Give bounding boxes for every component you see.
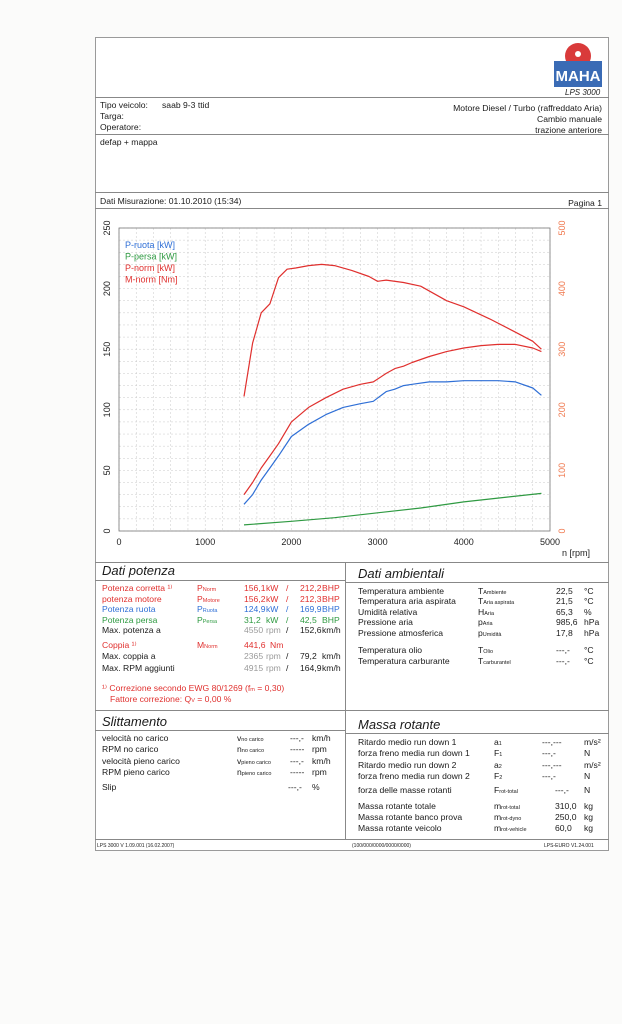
coppia-unit: Nm — [270, 640, 284, 650]
ambientali-row-symbol: Tcarburantel — [478, 655, 511, 666]
legend-entry: P-persa [kW] — [125, 251, 178, 262]
slittamento-row-symbol: nno carico — [237, 744, 265, 755]
y-right-tick-label: 100 — [557, 462, 567, 478]
potenza-row-symbol: PRuota — [197, 604, 218, 615]
coppia-symbol: MNorm — [197, 640, 218, 650]
chart-series — [244, 264, 541, 525]
ambientali-row-label: Temperatura aria aspirata — [358, 596, 456, 607]
svg-text:MAHA: MAHA — [555, 68, 601, 85]
massa-total-row-unit: kg — [584, 801, 594, 811]
ambientali-row-unit: °C — [584, 645, 594, 655]
ambientali-row-symbol: TAria aspirata — [478, 596, 515, 607]
chart-legend — [125, 240, 178, 285]
note-text: defap + mappa — [100, 137, 158, 147]
coppia-label: Coppia ¹⁾ — [102, 640, 137, 650]
potenza-title: Dati potenza — [102, 563, 175, 578]
maxrpm-sep: / — [286, 663, 289, 673]
slittamento-row-symbol: npieno carico — [237, 767, 272, 778]
massa-row-unit: m/s² — [584, 759, 601, 770]
massa-row-symbol: a1 — [494, 737, 502, 747]
x-tick-label: 4000 — [453, 537, 474, 547]
slittamento-row-label: velocità pieno carico — [102, 755, 180, 766]
massa-total-row-symbol: mrot-vehicle — [494, 823, 527, 833]
potenza-row-sep: / — [286, 625, 289, 636]
potenza-row-value: 31,2 — [244, 614, 261, 625]
ambientali-row-label: Pressione aria — [358, 617, 413, 628]
ambientali-row-value: 65,3 — [556, 606, 573, 617]
maxcoppia-speed: 79,2 — [300, 651, 317, 661]
correction-line1: ¹⁾ Correzione secondo EWG 80/1269 (fm = 0,30) — [102, 683, 285, 693]
y-left-tick-label: 150 — [102, 341, 112, 357]
potenza-divider — [95, 580, 345, 581]
potenza-row-unit2: BHP — [322, 593, 340, 604]
y-left-tick-label: 200 — [102, 281, 112, 297]
legend-entry: P-ruota [kW] — [125, 240, 176, 250]
series-line-1 — [244, 493, 541, 525]
x-tick-label: 5000 — [539, 537, 561, 547]
measure-date: Dati Misurazione: 01.10.2010 (15:34) — [100, 196, 242, 206]
slittamento-divider — [95, 730, 345, 731]
ambientali-row-value: 17,8 — [556, 627, 573, 638]
ambientali-row-symbol: TOlio — [478, 645, 494, 655]
potenza-row-value2: 152,6 — [300, 625, 322, 636]
maxcoppia-label: Max. coppia a — [102, 651, 156, 661]
massa-title: Massa rotante — [358, 717, 441, 732]
ambientali-row-unit: hPa — [584, 627, 600, 638]
potenza-row-unit: rpm — [266, 625, 281, 636]
footer-center: (100/000/0000/0000/0000) — [352, 843, 411, 849]
slittamento-row-unit: km/h — [312, 755, 331, 766]
potenza-row-value2: 42,5 — [300, 614, 317, 625]
potenza-row-value2: 212,2 — [300, 583, 322, 593]
forza-symbol: Frot-total — [494, 785, 518, 795]
y-left-tick-label: 250 — [102, 220, 112, 236]
ambientali-divider — [345, 582, 609, 583]
maxrpm-label: Max. RPM aggiunti — [102, 663, 175, 673]
massa-row-value: ---,- — [542, 748, 556, 759]
maxrpm-speed-unit: km/h — [322, 663, 341, 673]
slip-unit: % — [312, 782, 320, 792]
maxcoppia-sep: / — [286, 651, 289, 661]
ambientali-row-symbol: pUmidità — [478, 627, 502, 638]
x-tick-label: 3000 — [367, 537, 388, 547]
massa-row-value: ---,--- — [542, 737, 562, 747]
potenza-row-unit: kW — [266, 593, 279, 604]
slip-label: Slip — [102, 782, 117, 792]
ambientali-row-value: 21,5 — [556, 596, 573, 607]
ambientali-row-value: ---,- — [556, 645, 570, 655]
coppia-value: 441,6 — [244, 640, 266, 650]
potenza-row-symbol: PMotore — [197, 593, 220, 604]
series-line-0 — [244, 381, 541, 505]
potenza-row-sep: / — [286, 583, 289, 593]
massa-row-symbol: a2 — [494, 759, 502, 770]
operator-label: Operatore: — [100, 122, 142, 132]
footer-divider — [95, 839, 609, 840]
massa-total-row-value: 250,0 — [555, 812, 577, 822]
forza-unit: N — [584, 785, 591, 795]
potenza-row-label: Potenza corretta ¹⁾ — [102, 583, 173, 593]
column-divider-bottom — [345, 710, 346, 839]
massa-row-label: Ritardo medio run down 1 — [358, 737, 457, 747]
ambientali-row-value: 22,5 — [556, 586, 573, 596]
ambientali-row-unit: % — [584, 606, 592, 617]
massa-total-row-symbol: mrot-total — [494, 801, 520, 811]
ambientali-row-label: Umidità relativa — [358, 606, 418, 617]
series-line-3 — [244, 264, 541, 396]
y-left-tick-label: 0 — [102, 528, 112, 534]
maxrpm-speed: 164,9 — [300, 663, 322, 673]
potenza-row-label: Max. potenza a — [102, 625, 161, 636]
massa-total-row-label: Massa rotante banco prova — [358, 812, 463, 822]
y-left-tick-label: 50 — [102, 465, 112, 476]
slittamento-row-label: RPM no carico — [102, 744, 159, 755]
x-tick-label: 0 — [116, 537, 122, 547]
potenza-row-sep: / — [286, 593, 289, 604]
potenza-row-unit2: BHP — [322, 614, 340, 625]
y-right-tick-label: 500 — [557, 220, 567, 236]
potenza-row-value2: 212,3 — [300, 593, 322, 604]
potenza-row-unit: kW — [266, 614, 279, 625]
legend-entry: M-norm [Nm] — [125, 274, 178, 285]
engine-line1: Motore Diesel / Turbo (raffreddato Aria) — [453, 103, 602, 113]
slip-value: ---,- — [288, 782, 302, 792]
potenza-row-sep: / — [286, 614, 289, 625]
x-tick-label: 2000 — [281, 537, 302, 547]
ambientali-row-symbol: pAria — [478, 617, 493, 628]
massa-row-value: ---,- — [542, 771, 556, 782]
potenza-row-label: Potenza persa — [102, 614, 158, 625]
massa-divider — [345, 733, 609, 734]
ambientali-row-unit: °C — [584, 596, 594, 607]
ambientali-row-label: Temperatura ambiente — [358, 586, 444, 596]
slittamento-row-symbol: vno carico — [237, 733, 264, 743]
x-tick-label: 1000 — [195, 537, 216, 547]
maxrpm-rpm: 4915 — [244, 663, 264, 673]
series-line-2 — [244, 344, 541, 494]
massa-total-row-symbol: mrot-dyno — [494, 812, 522, 822]
ambientali-row-value: ---,- — [556, 655, 570, 666]
potenza-row-sep: / — [286, 604, 289, 615]
plot-frame — [119, 228, 550, 531]
potenza-row-symbol: PNorm — [197, 583, 217, 593]
vehicle-type-value: saab 9-3 ttid — [162, 100, 210, 110]
potenza-row-unit2: km/h — [322, 625, 341, 636]
slittamento-row-value: ----- — [290, 744, 305, 755]
massa-row-label: forza freno media run down 2 — [358, 771, 470, 782]
potenza-row-unit2: BHP — [322, 583, 340, 593]
lower-divider — [95, 710, 609, 711]
massa-row-symbol: F2 — [494, 771, 503, 782]
forza-label: forza delle masse rotanti — [358, 785, 452, 795]
massa-row-symbol: F1 — [494, 748, 503, 759]
ambientali-row-symbol: HAria — [478, 606, 494, 617]
y-right-tick-label: 0 — [557, 528, 567, 534]
engine-line2: Cambio manuale — [537, 114, 602, 124]
lps-model: LPS 3000 — [565, 88, 601, 97]
ambientali-row-unit: °C — [584, 655, 594, 666]
massa-total-row-label: Massa rotante totale — [358, 801, 436, 811]
maxcoppia-rpm: 2365 — [244, 651, 264, 661]
chart-axes — [102, 220, 590, 558]
correction-line2: Fattore correzione: QV = 0,00 % — [110, 694, 232, 704]
massa-row-unit: N — [584, 748, 591, 759]
ambientali-row-symbol: TAmbiente — [478, 586, 507, 596]
ambientali-row-label: Temperatura carburante — [358, 655, 450, 666]
ambientali-row-unit: hPa — [584, 617, 600, 628]
y-left-tick-label: 100 — [102, 402, 112, 418]
slittamento-row-label: velocità no carico — [102, 733, 169, 743]
slittamento-row-symbol: vpieno carico — [237, 755, 271, 766]
maxcoppia-speed-unit: km/h — [322, 651, 341, 661]
legend-entry: P-norm [kW] — [125, 263, 176, 273]
engine-line3: trazione anteriore — [535, 125, 602, 135]
massa-row-unit: m/s² — [584, 737, 601, 747]
potenza-row-value: 124,9 — [244, 604, 266, 615]
potenza-row-value: 156,2 — [244, 593, 266, 604]
massa-row-label: forza freno media run down 1 — [358, 748, 470, 759]
potenza-row-unit: kW — [266, 583, 279, 593]
potenza-row-unit2: BHP — [322, 604, 340, 615]
potenza-row-value: 4550 — [244, 625, 264, 636]
column-divider-top — [345, 562, 346, 710]
maxrpm-rpm-unit: rpm — [266, 663, 281, 673]
slittamento-row-value: ---,- — [290, 755, 304, 766]
slittamento-row-unit: km/h — [312, 733, 331, 743]
massa-total-row-unit: kg — [584, 823, 594, 833]
maxcoppia-rpm-unit: rpm — [266, 651, 281, 661]
y-right-tick-label: 200 — [557, 402, 567, 418]
massa-row-label: Ritardo medio run down 2 — [358, 759, 457, 770]
potenza-row-label: potenza motore — [102, 593, 162, 604]
slittamento-row-label: RPM pieno carico — [102, 767, 170, 778]
massa-total-row-value: 310,0 — [555, 801, 577, 811]
slittamento-row-value: ---,- — [290, 733, 304, 743]
massa-total-row-unit: kg — [584, 812, 594, 822]
ambientali-row-value: 985,6 — [556, 617, 578, 628]
potenza-row-unit: kW — [266, 604, 279, 615]
chart-grid — [119, 228, 550, 531]
potenza-row-value2: 169,9 — [300, 604, 322, 615]
potenza-row-label: Potenza ruota — [102, 604, 156, 615]
footer-left: LPS 3000 V 1.09.001 (16.02.2007) — [97, 843, 175, 849]
massa-total-row-label: Massa rotante veicolo — [358, 823, 442, 833]
ambientali-row-label: Pressione atmosferica — [358, 627, 444, 638]
slittamento-title: Slittamento — [102, 714, 168, 729]
plate-label: Targa: — [100, 111, 124, 121]
slittamento-row-unit: rpm — [312, 767, 327, 778]
forza-value: ---,- — [555, 785, 569, 795]
y-right-tick-label: 300 — [557, 341, 567, 357]
massa-total-row-value: 60,0 — [555, 823, 572, 833]
page-number: Pagina 1 — [568, 198, 602, 208]
y-right-tick-label: 400 — [557, 281, 567, 297]
ambientali-row-unit: °C — [584, 586, 594, 596]
potenza-row-value: 156,1 — [244, 583, 266, 593]
slittamento-row-unit: rpm — [312, 744, 327, 755]
ambientali-title: Dati ambientali — [358, 566, 444, 581]
massa-row-unit: N — [584, 771, 591, 782]
footer-right: LPS-EURO V1.24.001 — [544, 843, 594, 849]
massa-row-value: ---,--- — [542, 759, 562, 770]
x-axis-label: n [rpm] — [561, 548, 590, 558]
ambientali-row-label: Temperatura olio — [358, 645, 423, 655]
potenza-row-symbol: PPersa — [197, 614, 218, 625]
slittamento-row-value: ----- — [290, 767, 305, 778]
vehicle-type-label: Tipo veicolo: — [100, 100, 148, 110]
